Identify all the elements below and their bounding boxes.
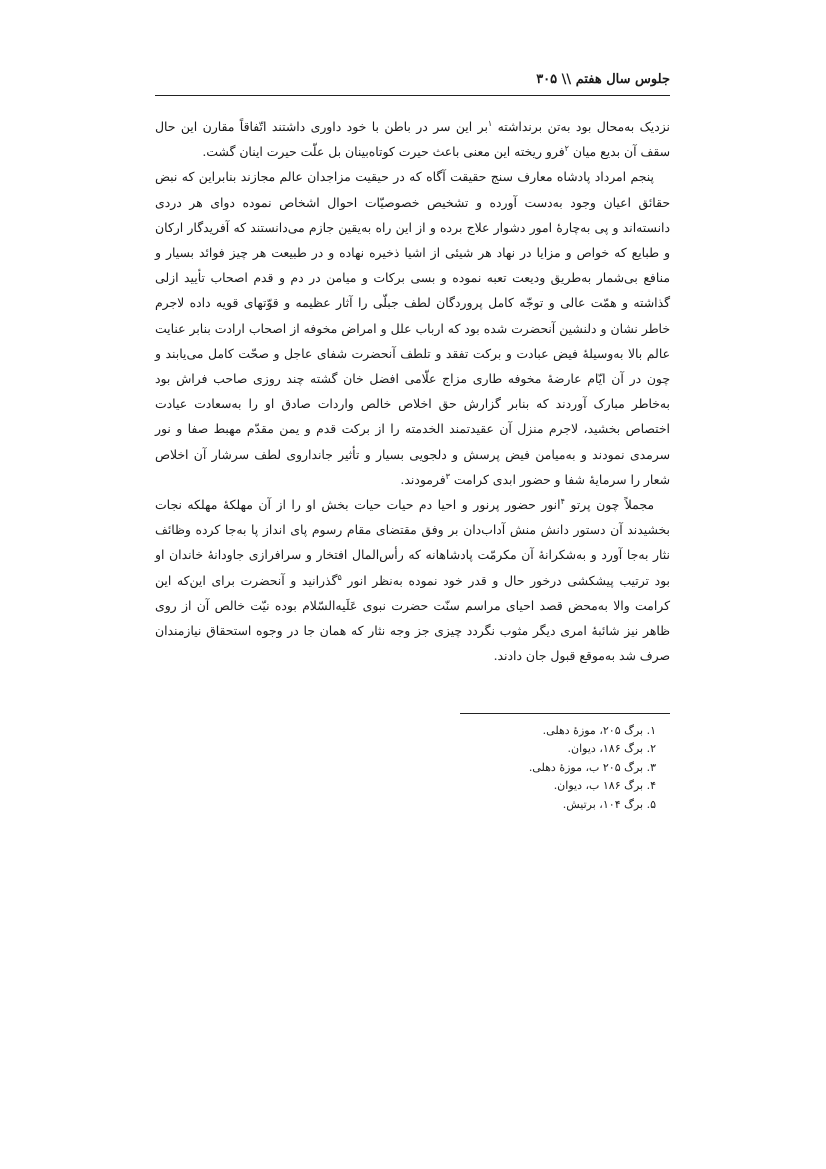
footnote-reference: ۴ bbox=[560, 496, 565, 506]
text-run: پنجم امرداد پادشاه معارف سنج حقیقت آگاه که در حیقیت مزاجدان عالم مجازند بنابراین که نبض حقائق اعیان وجود به‌دست آورده و تشخیص خصوصیّات احوال اشخاص نموده دوای هر دردی دانسته‌اند و پی به‌چارهٔ امور دشوار علاج برده و از این راه به‌یقین جازم می‌دانستند که آفریدگار ارکان و طبایع که خواص و مزایا در نهاد هر شیئی از اشیا ذخیره نهاده و در طبیعت هر چیز فوائد بسیار و منافع بی‌شمار به‌طریق ودیعت تعبه نموده و بسی برکات و میامن در دم و قدم اصحاب تأیید ازلی گذاشته و همّت عالی و توجّه کامل پروردگان لطف جبلّی را آثار عظیمه و قوّتهای قویه داده لاجرم خاطر نشان و دلنشین آنحضرت شده بود که ارباب علل و امراض مخوفه از اصحاب ارادت بنابر عنایت عالم بالا به‌وسیلهٔ فیض عبادت و برکت تفقد و تلطف آنحضرت شفای عاجل و صحّت کامل می‌یابند و چون در آن ایّام عارضهٔ مخوفه طاری مزاج علّامی افضل خان گشته چند روزی صاحب فراش بود به‌خاطر مبارک آوردند که بنابر گزارش حق اخلاص خالص واردات صادق او را به‌سعادت عیادت اختصاص بخشید، لاجرم منزل آن عقیدتمند الخدمته را از برکت قدم و یمن مقدّم مهبط صفا و نور سرمدی نمودند و به‌میامن فیض پرسش و دلجویی بسیار و تأثیر جانداروی لطف سرشار آن اخلاص شعار را سرمایهٔ شفا و حضور ابدی کرامت bbox=[155, 169, 670, 487]
book-page bbox=[155, 70, 670, 811]
running-title: جلوس سال هفتم \\ ۳۰۵ bbox=[536, 72, 670, 87]
main-text bbox=[155, 114, 670, 668]
footnote: ۳. برگ ۲۰۵ ب، موزهٔ دهلی. bbox=[528, 760, 656, 774]
running-header bbox=[155, 70, 670, 96]
footnote-reference: ۳ bbox=[445, 471, 450, 481]
footnote: ۲. برگ ۱۸۶، دیوان. bbox=[567, 742, 656, 756]
text-run: بر این سر در باطن با خود داوری داشتند اتّفاقاً مقارن این حال سقف آن بدیع میان bbox=[155, 119, 670, 160]
footnote-reference: ۱ bbox=[487, 118, 493, 128]
footnote-reference: ۵ bbox=[337, 572, 342, 582]
paragraph bbox=[155, 114, 670, 164]
footnote: ۴. برگ ۱۸۶ ب، دیوان. bbox=[553, 779, 656, 793]
footnote: ۵. برگ ۱۰۴، برتیش. bbox=[562, 797, 656, 811]
footnote-reference: ۲ bbox=[564, 144, 569, 154]
paragraph bbox=[155, 164, 670, 492]
footnote-divider bbox=[460, 713, 670, 714]
footnote-list bbox=[529, 722, 656, 814]
footnote: ۱. برگ ۲۰۵، موزهٔ دهلی. bbox=[542, 724, 656, 737]
text-run: نزدیک به‌محال بود به‌تن برنداشته bbox=[492, 119, 670, 134]
text-run: فرمودند. bbox=[400, 471, 446, 487]
text-run: مجملاً چون پرتو bbox=[564, 497, 654, 513]
text-run: انور حضور پرنور و احیا دم حیات حیات بخش او را از آن مهلکهٔ مهلکه نجات بخشیدند آن دستور دانش منش آداب‌دان بر وفق مقتضای مقام رسوم پای انداز پا به‌جا کرده وظائف نثار به‌جا آورد و به‌شکرانهٔ آن مکرمّت پادشاهانه که رأس‌المال افتخار و سرافرازی جاودانهٔ خاندان او بود ترتیب پیشکشی درخور حال و قدر خود نموده به‌نظر انور bbox=[155, 497, 670, 588]
text-run: فرو ریخته این معنی باعث حیرت کوتاه‌بینان بل علّت حیرت اینان گشت. bbox=[202, 144, 565, 160]
text-run: گذرانید و آنحضرت برای این‌که این کرامت والا به‌محض قصد احیای مراسم سنّت حضرت نبوی عَلَیه‌السّلام بوده نیّت خالص آن از روی ظاهر نیز شائبهٔ امری دیگر مثوب نگردد چیزی جز وجه نثار که همان جا در وجوه استحقاق نیازمندان صرف شد به‌موقع قبول جان دادند. bbox=[155, 572, 670, 664]
paragraph bbox=[155, 492, 670, 668]
